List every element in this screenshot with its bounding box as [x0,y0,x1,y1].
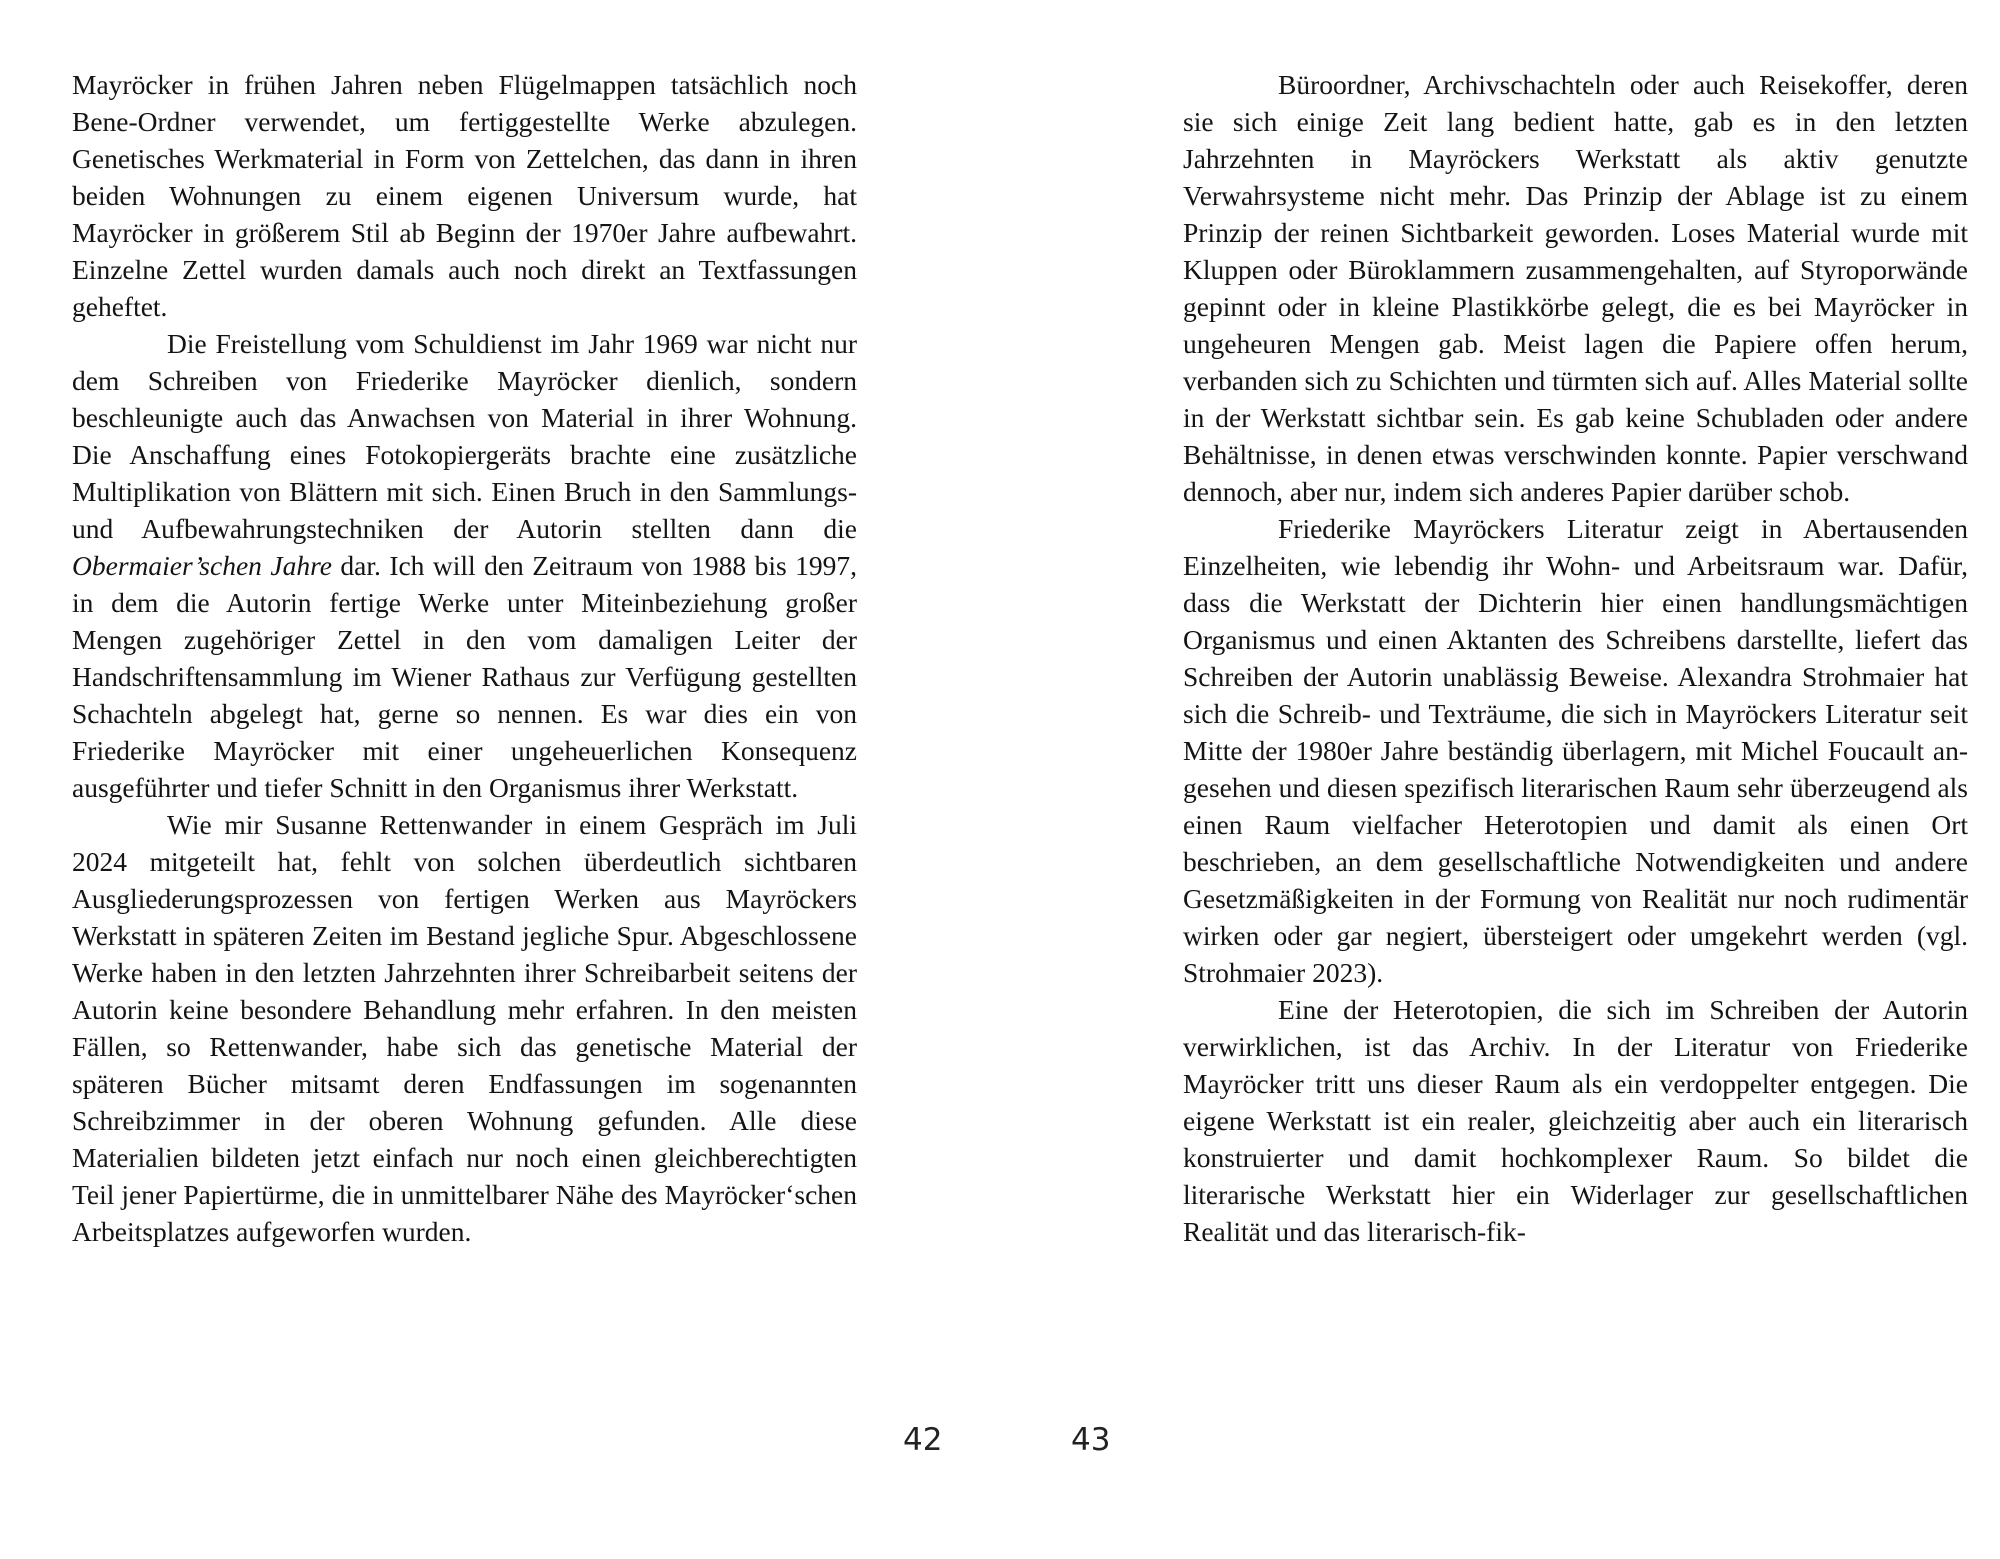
text-segment: Eine der Heterotopien, die sich im Schreiben der Autorin verwirklichen, ist das Archiv. In der Literatur von Friederike Mayröcker tritt uns dieser Raum als ein verdoppelter entgegen. Die eigene Werkstatt ist ein realer, gleichzeitig aber auch ein literarisch konstruierter und damit hochkomplexer Raum. So bildet die literarische Werkstatt hier ein Widerlager zur gesellschaftlichen Realität und das literarisch-fik- [1183,994,1968,1247]
text-segment: Friederike Mayröckers Literatur zeigt in Abertausenden Einzelheiten, wie lebendig ihr Wohn- und Arbeitsraum war. Dafür, dass die Werkstatt der Dichterin hier einen handlungsmächtigen Organismus und einen Aktanten des Schreibens darstellte, liefert das Schreiben der Autorin unablässig Beweise. Alexandra Strohmaier hat sich die Schreib- und Texträume, die sich in Mayröckers Literatur seit Mitte der 1980er Jahre beständig überlagern, mit Michel Foucault angesehen und diesen spezifisch literarischen Raum sehr überzeugend als einen Raum vielfacher Heterotopien und damit als einen Ort beschrieben, an dem gesellschaftliche Notwendigkeiten und andere Gesetzmäßigkeiten in der Formung von Realität nur noch rudimentär wirken oder gar negiert, übersteigert oder umgekehrt werden (vgl. Strohmaier 2023). [1183,513,1968,988]
italic-text-segment: Obermaier’schen Jahre [72,550,332,581]
paragraph [1183,66,1968,510]
page-number-right: 43 [1071,1422,1111,1458]
right-page [1183,66,1968,1366]
paragraph [1183,510,1968,991]
text-segment: dar. Ich will den Zeitraum von 1988 bis 1997, in dem die Autorin fertige Werke unter Miteinbeziehung großer Mengen zugehöriger Zettel in den vom damaligen Leiter der Handschriftensammlung im Wiener Rathaus zur Verfügung gestellten Schachteln abgelegt hat, gerne so nennen. Es war dies ein von Friederike Mayröcker mit einer ungeheuerlichen Konsequenz ausgeführter und tiefer Schnitt in den Organismus ihrer Werkstatt. [72,550,857,803]
text-segment: Mayröcker in frühen Jahren neben Flügelmappen tatsächlich noch Bene-Ordner verwendet, um fertiggestellte Werke abzulegen. Genetisches Werkmaterial in Form von Zettelchen, das dann in ihren beiden Wohnungen zu einem eigenen Universum wurde, hat Mayröcker in größerem Stil ab Beginn der 1970er Jahre aufbewahrt. Einzelne Zettel wurden damals auch noch direkt an Textfassungen geheftet. [72,69,857,322]
paragraph [1183,991,1968,1250]
text-segment: Wie mir Susanne Rettenwander in einem Gespräch im Juli 2024 mitgeteilt hat, fehlt von solchen überdeutlich sichtbaren Ausgliederungsprozessen von fertigen Werken aus Mayröckers Werkstatt in späteren Zeiten im Bestand jegliche Spur. Abgeschlossene Werke haben in den letzten Jahrzehnten ihrer Schreibarbeit seitens der Autorin keine besondere Behandlung mehr erfahren. In den meisten Fällen, so Rettenwander, habe sich das genetische Material der späteren Bücher mitsamt deren Endfassungen im sogenannten Schreibzimmer in der oberen Wohnung gefunden. Alle diese Materialien bildeten jetzt einfach nur noch einen gleichberechtigten Teil jener Papiertürme, die in unmittelbarer Nähe des Mayröcker‘schen Arbeitsplatzes aufgeworfen wurden. [72,809,857,1247]
page-number-left: 42 [903,1422,943,1458]
text-segment: Die Freistellung vom Schuldienst im Jahr 1969 war nicht nur dem Schreiben von Friederike Mayröcker dienlich, sondern beschleunigte auch das Anwachsen von Material in ihrer Wohnung. Die Anschaffung eines Fotokopiergeräts brachte eine zusätzliche Multiplikation von Blättern mit sich. Einen Bruch in den Sammlungs- und Aufbewahrungstechniken der Autorin stellten dann die [72,328,857,544]
paragraph [72,66,857,325]
text-segment: Büroordner, Archivschachteln oder auch Reisekoffer, deren sie sich einige Zeit lang bedient hatte, gab es in den letzten Jahrzehnten in Mayröckers Werkstatt als aktiv genutzte Verwahrsysteme nicht mehr. Das Prinzip der Ablage ist zu einem Prinzip der reinen Sichtbarkeit geworden. Loses Material wurde mit Kluppen oder Büroklammern zusammengehalten, auf Styroporwände gepinnt oder in kleine Plastikkörbe gelegt, die es bei Mayröcker in ungeheuren Mengen gab. Meist lagen die Papiere offen herum, verbanden sich zu Schichten und türmten sich auf. Alles Material sollte in der Werkstatt sichtbar sein. Es gab keine Schubladen oder andere Behältnisse, in denen etwas verschwinden konnte. Papier verschwand dennoch, aber nur, indem sich anderes Papier darüber schob. [1183,69,1968,507]
paragraph [72,806,857,1250]
paragraph [72,325,857,806]
left-page [72,66,857,1366]
